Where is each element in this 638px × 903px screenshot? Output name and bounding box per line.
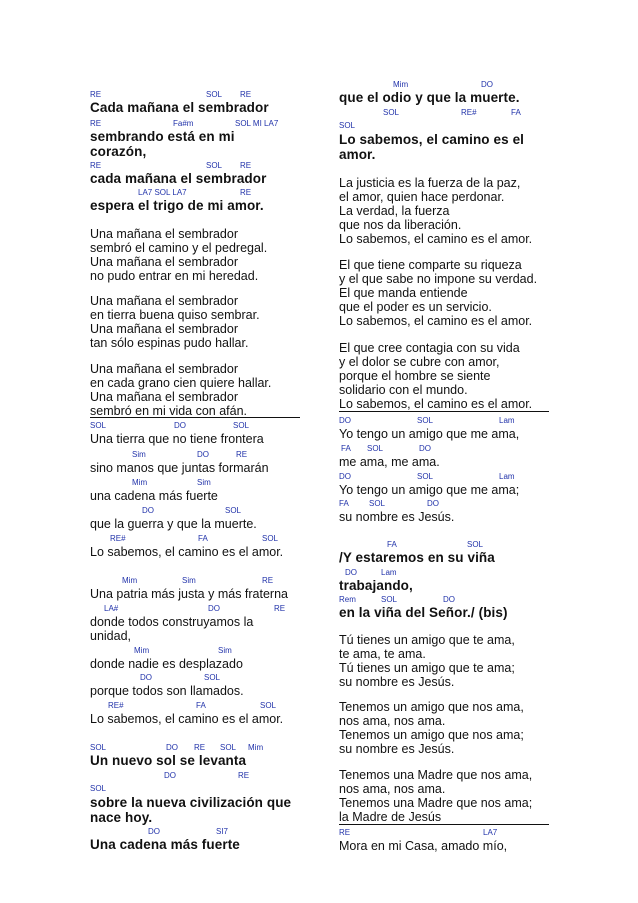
song-line: Lo sabemos, el camino es el amor.: [90, 545, 284, 559]
song-line: porque todos son llamados.: [90, 684, 244, 698]
chord: Lam: [381, 568, 397, 577]
chord: SOL: [383, 108, 400, 117]
song-line: que la guerra y que la muerte.: [90, 517, 257, 531]
chord: DO: [174, 421, 186, 430]
chord: RE#: [461, 108, 477, 117]
chord: RE: [339, 828, 351, 837]
verse-line: Tenemos una Madre que nos ama,: [339, 768, 533, 782]
song-line: sino manos que juntas formarán: [90, 461, 269, 475]
verse-line: nos ama, nos ama.: [339, 714, 446, 728]
song-line: Una patria más justa y más fraterna: [90, 587, 288, 601]
chord: Fa#m: [173, 119, 194, 128]
verse-line: el amor, quien hace perdonar.: [339, 190, 505, 204]
song-line: donde nadie es desplazado: [90, 657, 243, 671]
chord: Sim: [182, 576, 196, 585]
chord: FA: [511, 108, 521, 117]
verse-line: La justicia es la fuerza de la paz,: [339, 176, 521, 190]
chord: Sim: [132, 450, 146, 459]
verse-line: Una mañana el sembrador: [90, 255, 238, 269]
chord: SOL: [369, 499, 386, 508]
chord: DO: [481, 80, 493, 89]
chord: RE#: [110, 534, 126, 543]
chord: DO: [148, 827, 160, 836]
chord: RE: [262, 576, 274, 585]
chord: DO: [140, 673, 152, 682]
chord: SOL: [262, 534, 279, 543]
song-line: donde todos construyamos la: [90, 615, 254, 629]
chord: Mim: [132, 478, 148, 487]
chord: LA7 SOL LA7: [138, 188, 187, 197]
chorus-line: corazón,: [90, 144, 147, 159]
verse-line: te ama, te ama.: [339, 647, 426, 661]
verse-line: Una mañana el sembrador: [90, 362, 238, 376]
verse-line: El que manda entiende: [339, 286, 468, 300]
verse-line: solidario con el mundo.: [339, 383, 468, 397]
verse-line: nos ama, nos ama.: [339, 782, 446, 796]
chord: DO: [339, 416, 351, 425]
chord: Sim: [218, 646, 232, 655]
chord: SOL: [260, 701, 277, 710]
chord: DO: [208, 604, 220, 613]
refrain-line: en la viña del Señor./ (bis): [339, 605, 508, 620]
chord: Lam: [499, 416, 515, 425]
chord: SOL: [233, 421, 250, 430]
song-line: Una tierra que no tiene frontera: [90, 432, 264, 446]
chord: RE: [194, 743, 206, 752]
verse-line: en tierra buena quiso sembrar.: [90, 308, 260, 322]
chord: Lam: [499, 472, 515, 481]
chord: FA: [341, 444, 351, 453]
verse-line: Tenemos un amigo que nos ama,: [339, 700, 524, 714]
chord: SOL: [206, 161, 223, 170]
chord: RE: [236, 450, 248, 459]
chord: Rem: [339, 595, 356, 604]
verse-line: que nos da liberación.: [339, 218, 462, 232]
refrain-line: que el odio y que la muerte.: [339, 90, 520, 105]
chord: Mim: [393, 80, 409, 89]
chord: SOL: [204, 673, 221, 682]
chord: DO: [427, 499, 439, 508]
refrain-line: nace hoy.: [90, 810, 153, 825]
chord: SOL: [225, 506, 242, 515]
verse-line: sembró el camino y el pedregal.: [90, 241, 268, 255]
refrain-line: amor.: [339, 147, 376, 162]
chord: FA: [339, 499, 349, 508]
song-line: una cadena más fuerte: [90, 489, 218, 503]
refrain-line: trabajando,: [339, 578, 413, 593]
verse-line: Una mañana el sembrador: [90, 322, 238, 336]
chord: SOL: [367, 444, 384, 453]
verse-line: Una mañana el sembrador: [90, 390, 238, 404]
refrain-line: Lo sabemos, el camino es el: [339, 132, 525, 147]
chord: Sim: [197, 478, 211, 487]
verse-line: Tenemos una Madre que nos ama;: [339, 796, 533, 810]
chord: SI7: [216, 827, 229, 836]
verse-line: y el dolor se cubre con amor,: [339, 355, 500, 369]
chord: Mim: [134, 646, 150, 655]
chord: DO: [164, 771, 176, 780]
chord: SOL: [90, 743, 107, 752]
chorus-line: cada mañana el sembrador: [90, 171, 267, 186]
verse-line: Tú tienes un amigo que te ama,: [339, 633, 515, 647]
chord: DO: [443, 595, 455, 604]
song-line: Mora en mi Casa, amado mío,: [339, 839, 508, 853]
chord: SOL: [417, 472, 434, 481]
chord: RE: [274, 604, 286, 613]
verse-line: tan sólo espinas pudo hallar.: [90, 336, 249, 350]
chord: FA: [196, 701, 206, 710]
verse-line: Lo sabemos, el camino es el amor.: [339, 397, 533, 411]
chord: DO: [419, 444, 431, 453]
chord: FA: [198, 534, 208, 543]
verse-line: no pudo entrar en mi heredad.: [90, 269, 259, 283]
verse-line: Tú tienes un amigo que te ama;: [339, 661, 515, 675]
chord: SOL: [467, 540, 484, 549]
chord: LA7: [483, 828, 498, 837]
verse-line: El que cree contagia con su vida: [339, 341, 520, 355]
verse-line: Tenemos un amigo que nos ama;: [339, 728, 524, 742]
verse-line: en cada grano cien quiere hallar.: [90, 376, 272, 390]
chord: RE: [238, 771, 250, 780]
verse-line: la Madre de Jesús: [339, 810, 442, 824]
chord: RE: [90, 161, 102, 170]
divider: [339, 824, 549, 825]
verse-line: Lo sabemos, el camino es el amor.: [339, 314, 533, 328]
chord: SOL: [90, 421, 107, 430]
song-line: me ama, me ama.: [339, 455, 440, 469]
divider: [339, 411, 549, 412]
chorus-line: espera el trigo de mi amor.: [90, 198, 264, 213]
chord: RE: [240, 90, 252, 99]
chord: SOL MI LA7: [235, 119, 279, 128]
chord: Mim: [122, 576, 138, 585]
chord: DO: [339, 472, 351, 481]
verse-line: sembró en mi vida con afán.: [90, 404, 248, 418]
chord: DO: [142, 506, 154, 515]
song-line: unidad,: [90, 629, 132, 643]
chorus-line: sembrando está en mi: [90, 129, 235, 144]
verse-line: que el poder es un servicio.: [339, 300, 492, 314]
chorus-line: Cada mañana el sembrador: [90, 100, 269, 115]
chord: RE: [90, 119, 102, 128]
chord: FA: [387, 540, 397, 549]
chord: SOL: [417, 416, 434, 425]
verse-line: su nombre es Jesús.: [339, 742, 455, 756]
refrain-line: /Y estaremos en su viña: [339, 550, 495, 565]
chord: RE: [240, 161, 252, 170]
song-line: Yo tengo un amigo que me ama;: [339, 483, 520, 497]
chord: DO: [197, 450, 209, 459]
verse-line: Lo sabemos, el camino es el amor.: [339, 232, 533, 246]
chord: Mim: [248, 743, 264, 752]
verse-line: Una mañana el sembrador: [90, 294, 238, 308]
verse-line: La verdad, la fuerza: [339, 204, 450, 218]
chord: SOL: [339, 121, 356, 130]
chord: LA#: [104, 604, 119, 613]
verse-line: Una mañana el sembrador: [90, 227, 238, 241]
chord: DO: [166, 743, 178, 752]
song-line: Yo tengo un amigo que me ama,: [339, 427, 520, 441]
verse-line: su nombre es Jesús.: [339, 675, 455, 689]
refrain-line: Una cadena más fuerte: [90, 837, 240, 852]
divider: [90, 417, 300, 418]
chord: SOL: [206, 90, 223, 99]
song-line: su nombre es Jesús.: [339, 510, 455, 524]
chord: RE: [90, 90, 102, 99]
chord: RE: [240, 188, 252, 197]
chord: SOL: [220, 743, 237, 752]
chord: SOL: [381, 595, 398, 604]
song-line: Lo sabemos, el camino es el amor.: [90, 712, 284, 726]
refrain-line: sobre la nueva civilización que: [90, 795, 292, 810]
chord: RE#: [108, 701, 124, 710]
verse-line: y el que sabe no impone su verdad.: [339, 272, 538, 286]
chord: DO: [345, 568, 357, 577]
refrain-line: Un nuevo sol se levanta: [90, 753, 247, 768]
verse-line: El que tiene comparte su riqueza: [339, 258, 522, 272]
verse-line: porque el hombre se siente: [339, 369, 491, 383]
chord: SOL: [90, 784, 107, 793]
